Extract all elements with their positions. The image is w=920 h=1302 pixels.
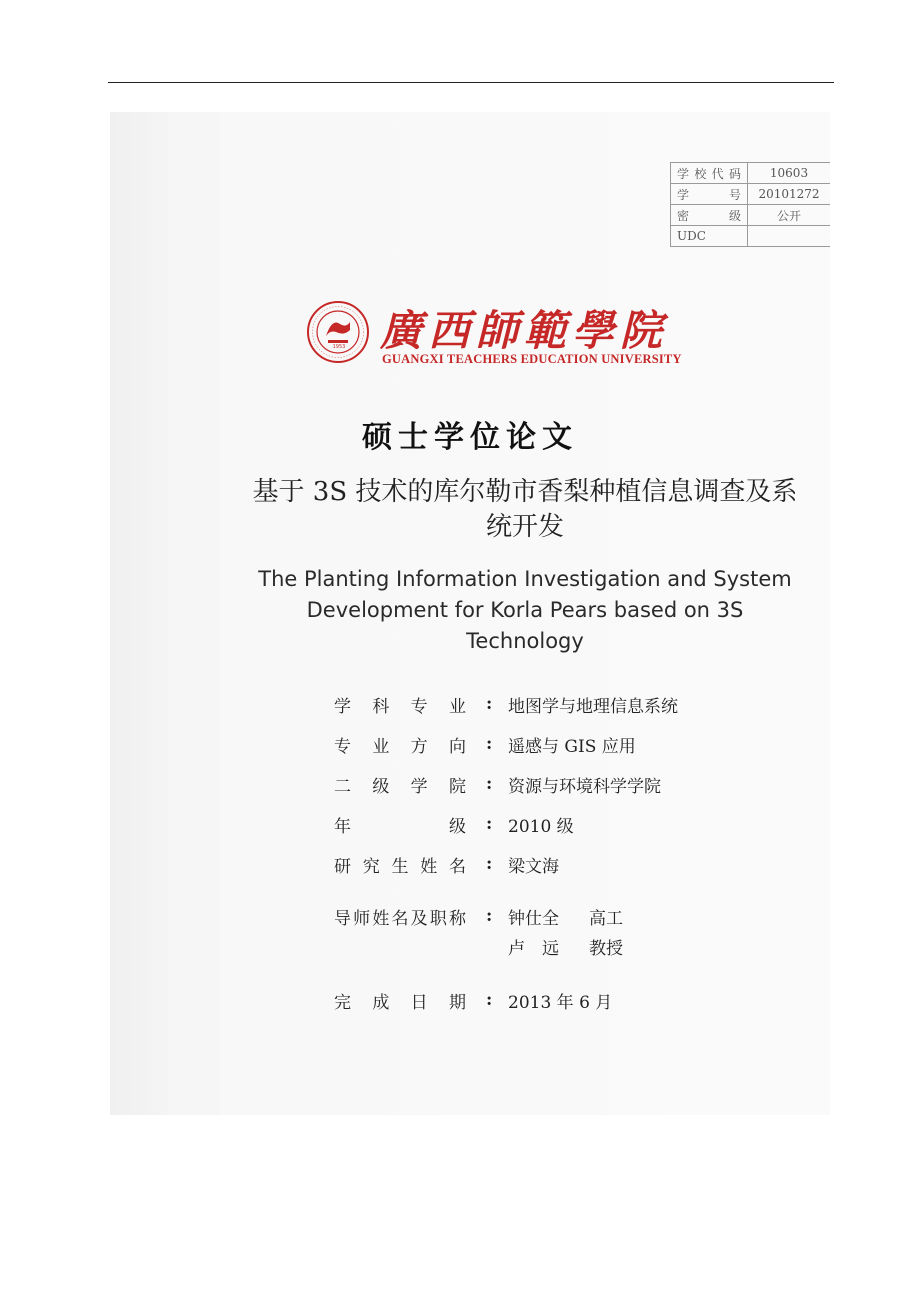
- code-key: 密级: [671, 205, 748, 226]
- cover-page-scan: [110, 112, 830, 1115]
- info-label: 导师姓名及职称: [334, 909, 466, 929]
- thesis-title-en: The Planting Information Investigation and System Development for Korla Pears based on 3S Technology: [258, 567, 792, 653]
- info-colon: :: [486, 774, 493, 794]
- scan-shadow-band: [168, 112, 220, 1115]
- code-value: 公开: [748, 205, 831, 226]
- info-label: 完成日期: [334, 993, 466, 1013]
- advisor-2: [508, 934, 623, 959]
- advisor-1-name: 钟仕全: [508, 909, 559, 929]
- info-label: 二级学院: [334, 777, 466, 797]
- info-colon: :: [486, 854, 493, 874]
- info-label: 学科专业: [334, 697, 466, 717]
- info-value: 遥感与 GIS 应用: [508, 737, 636, 757]
- code-row-security: [671, 205, 831, 226]
- header-rule: [108, 82, 834, 83]
- info-colon: :: [486, 814, 493, 834]
- university-name-en: GUANGXI TEACHERS EDUCATION UNIVERSITY: [382, 352, 682, 366]
- code-key: 学校代码: [671, 163, 748, 184]
- info-colon: :: [486, 734, 493, 754]
- code-value: [748, 226, 831, 247]
- info-value: 梁文海: [508, 857, 559, 877]
- university-seal-icon: [306, 300, 370, 364]
- info-label: 年级: [334, 817, 466, 837]
- seal-year: 1953: [332, 344, 346, 350]
- info-colon: :: [486, 990, 493, 1010]
- code-row-student-id: [671, 184, 831, 205]
- code-key: 学号: [671, 184, 748, 205]
- advisor-2-title: 教授: [589, 939, 623, 959]
- info-colon: :: [486, 694, 493, 714]
- advisor-1-title: 高工: [589, 909, 623, 929]
- thesis-title-zh: 基于 3S 技术的库尔勒市香梨种植信息调查及系统开发: [252, 477, 798, 542]
- info-value: 2010 级: [508, 817, 574, 837]
- info-label: 专业方向: [334, 737, 466, 757]
- advisor-1: [508, 904, 623, 929]
- degree-type: 硕士学位论文: [362, 420, 578, 455]
- code-row-udc: [671, 226, 831, 247]
- info-colon: :: [486, 906, 493, 926]
- info-value: 资源与环境科学学院: [508, 777, 661, 797]
- code-row-school-code: [671, 163, 831, 184]
- code-table: [670, 162, 830, 247]
- code-key: UDC: [671, 226, 748, 247]
- info-label: 研究生姓名: [334, 857, 466, 877]
- university-name-zh: 廣西師範學院: [380, 306, 669, 355]
- university-logo: [306, 300, 686, 370]
- advisor-2-name: 卢 远: [508, 939, 559, 959]
- info-value: 2013 年 6 月: [508, 993, 613, 1013]
- info-value: 地图学与地理信息系统: [508, 697, 678, 717]
- code-value: 20101272: [748, 184, 831, 205]
- code-value: 10603: [748, 163, 831, 184]
